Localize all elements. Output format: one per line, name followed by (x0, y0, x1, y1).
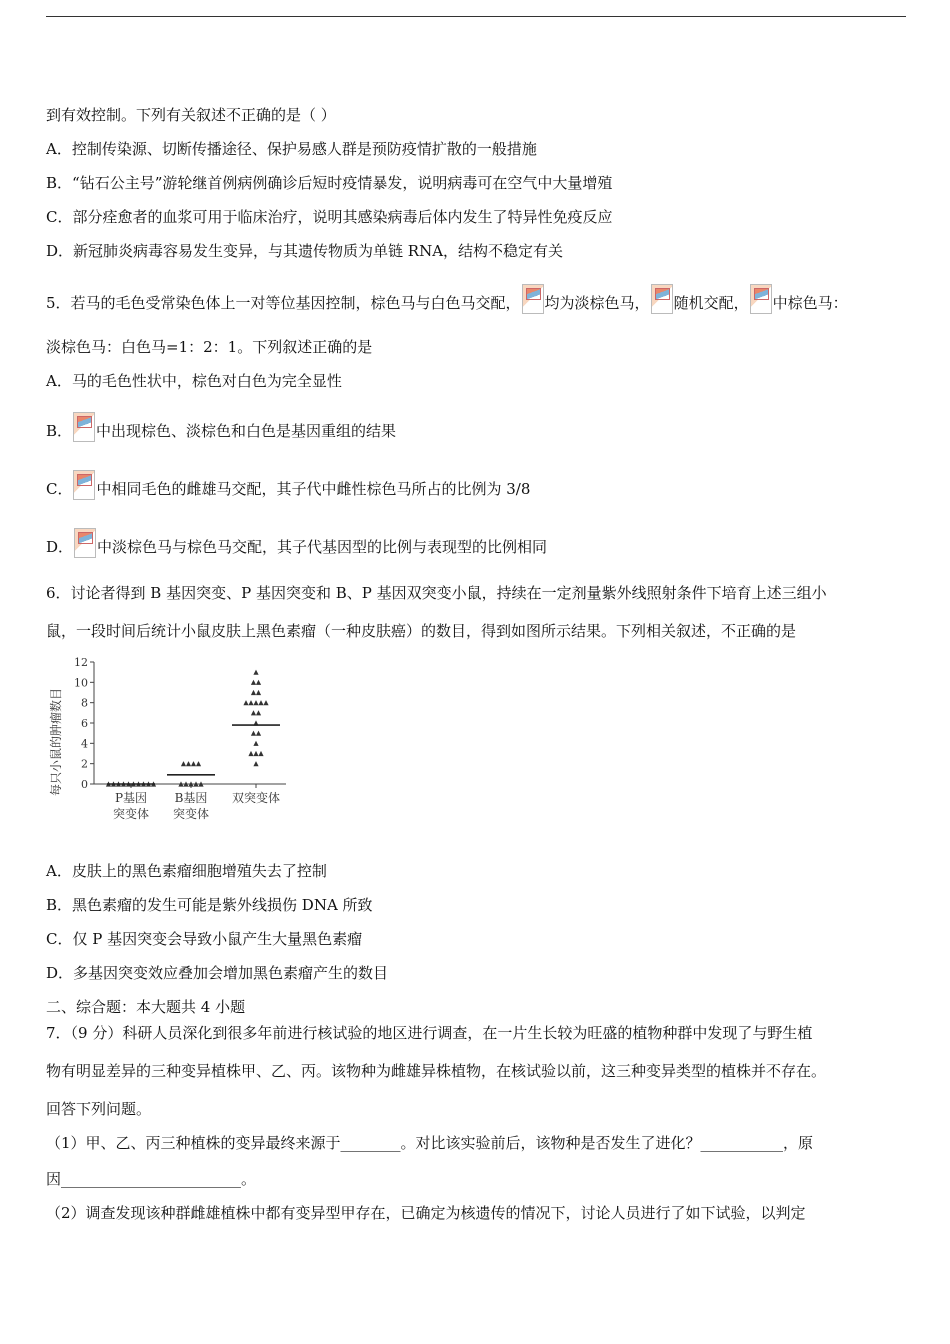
y-axis-label: 每只小鼠的肿瘤数目 (49, 687, 63, 797)
data-point (256, 710, 261, 715)
data-point (251, 731, 256, 736)
data-point (251, 680, 256, 685)
q5-stem (46, 284, 848, 314)
q4-option-b: B．“钻石公主号”游轮继首例病例确诊后短时疫情暴发，说明病毒可在空气中大量增殖 (46, 174, 613, 192)
q4-option-c: C．部分痊愈者的血浆可用于临床治疗，说明其感染病毒后体内发生了特异性免疫反应 (46, 208, 613, 226)
y-tick-label: 6 (81, 717, 88, 730)
q5-stem-part3: 随机交配， (673, 294, 749, 312)
data-point (248, 700, 253, 705)
data-point (258, 751, 263, 756)
data-point (258, 700, 263, 705)
tumor-count-chart (46, 652, 296, 830)
q5-stem-part2: 均为淡棕色马， (544, 294, 650, 312)
data-point (181, 761, 186, 766)
f1-image-icon (522, 284, 544, 314)
q5-option-c-text: 中相同毛色的雌雄马交配，其子代中雌性棕色马所占的比例为 3/8 (96, 480, 531, 498)
y-tick-label: 4 (81, 737, 88, 751)
data-point (248, 751, 253, 756)
y-tick-label: 0 (81, 778, 88, 791)
f2-image-icon (74, 528, 96, 558)
data-point (186, 761, 191, 766)
q5-stem-part1: 5．若马的毛色受常染色体上一对等位基因控制，棕色马与白色马交配， (46, 294, 521, 312)
q5-option-a: A．马的毛色性状中，棕色对白色为完全显性 (46, 372, 342, 390)
data-point (253, 751, 258, 756)
q5-stem-line2: 淡棕色马：白色马=1：2：1。下列叙述正确的是 (46, 338, 373, 356)
data-point (253, 670, 258, 675)
q6-stem-line2: 鼠，一段时间后统计小鼠皮肤上黑色素瘤（一种皮肤癌）的数目，得到如图所示结果。下列相关叙述，不正确的是 (46, 622, 797, 640)
data-point (191, 761, 196, 766)
q5-option-b-label: B． (46, 422, 73, 440)
x-category-label: B基因 (174, 791, 208, 805)
q4-option-a: A．控制传染源、切断传播途径、保护易感人群是预防疫情扩散的一般措施 (46, 140, 537, 158)
q6-option-b: B．黑色素瘤的发生可能是紫外线损伤 DNA 所致 (46, 896, 373, 914)
y-tick-label: 12 (74, 656, 88, 669)
f2-image-icon (73, 470, 95, 500)
section-2-heading: 二、综合题：本大题共 4 小题 (46, 998, 246, 1016)
q7-stem-line1: 7．（9 分）科研人员深化到很多年前进行核试验的地区进行调查，在一片生长较为旺盛的植物种群中发现了与野生植 (46, 1024, 813, 1042)
q6-option-a: A．皮肤上的黑色素瘤细胞增殖失去了控制 (46, 862, 327, 880)
data-point (256, 680, 261, 685)
x-category-label: 突变体 (112, 807, 150, 821)
f1-image-icon (651, 284, 673, 314)
data-point (251, 690, 256, 695)
x-category-label: 突变体 (172, 807, 210, 821)
q5-stem-part4: 中棕色马： (772, 294, 848, 312)
q7-part1-line1: （1）甲、乙、丙三种植株的变异最终来源于________。对比该实验前后，该物种是否发生了进化？___________，原 (46, 1134, 814, 1152)
data-point (251, 710, 256, 715)
data-point (243, 700, 248, 705)
q6-stem-line1: 6．讨论者得到 B 基因突变、P 基因突变和 B、P 基因双突变小鼠，持续在一定剂量紫外线照射条件下培育上述三组小 (46, 584, 827, 602)
y-tick-label: 10 (74, 676, 88, 690)
x-category-label: 双突变体 (231, 791, 281, 805)
f2-image-icon (750, 284, 772, 314)
y-tick-label: 2 (81, 757, 88, 771)
q5-option-c-label: C． (46, 480, 73, 498)
data-point (256, 690, 261, 695)
q5-option-b (46, 412, 396, 442)
header-rule (46, 16, 906, 17)
q6-option-d: D．多基因突变效应叠加会增加黑色素瘤产生的数目 (46, 964, 389, 982)
q5-option-d (46, 528, 547, 558)
q7-stem-line2: 物有明显差异的三种变异植株甲、乙、丙。该物种为雌雄异株植物，在核试验以前，这三种变异类型的植株并不存在。 (46, 1062, 827, 1080)
q7-part2-line1: （2）调查发现该种群雌雄植株中都有变异型甲存在，已确定为核遗传的情况下，讨论人员进行了如下试验，以判定 (46, 1204, 806, 1222)
data-point (196, 761, 201, 766)
data-point (253, 741, 258, 746)
data-point (256, 731, 261, 736)
data-point (263, 700, 268, 705)
q6-option-c: C．仅 P 基因突变会导致小鼠产生大量黑色素瘤 (46, 930, 363, 948)
q5-option-d-text: 中淡棕色马与棕色马交配，其子代基因型的比例与表现型的比例相同 (97, 538, 548, 556)
y-tick-label: 8 (81, 696, 88, 710)
q5-option-d-label: D． (46, 538, 74, 556)
x-category-label: P基因 (114, 791, 148, 805)
data-point (253, 761, 258, 766)
q4-option-d: D．新冠肺炎病毒容易发生变异，与其遗传物质为单链 RNA，结构不稳定有关 (46, 242, 564, 260)
q4-stem-tail: 到有效控制。下列有关叙述不正确的是（ ） (46, 106, 336, 124)
q7-stem-line3: 回答下列问题。 (46, 1100, 152, 1118)
data-point (253, 700, 258, 705)
q7-part1-line2: 因________________________。 (46, 1170, 257, 1188)
q5-option-b-text: 中出现棕色、淡棕色和白色是基因重组的结果 (96, 422, 397, 440)
f2-image-icon (73, 412, 95, 442)
q5-option-c (46, 470, 530, 500)
